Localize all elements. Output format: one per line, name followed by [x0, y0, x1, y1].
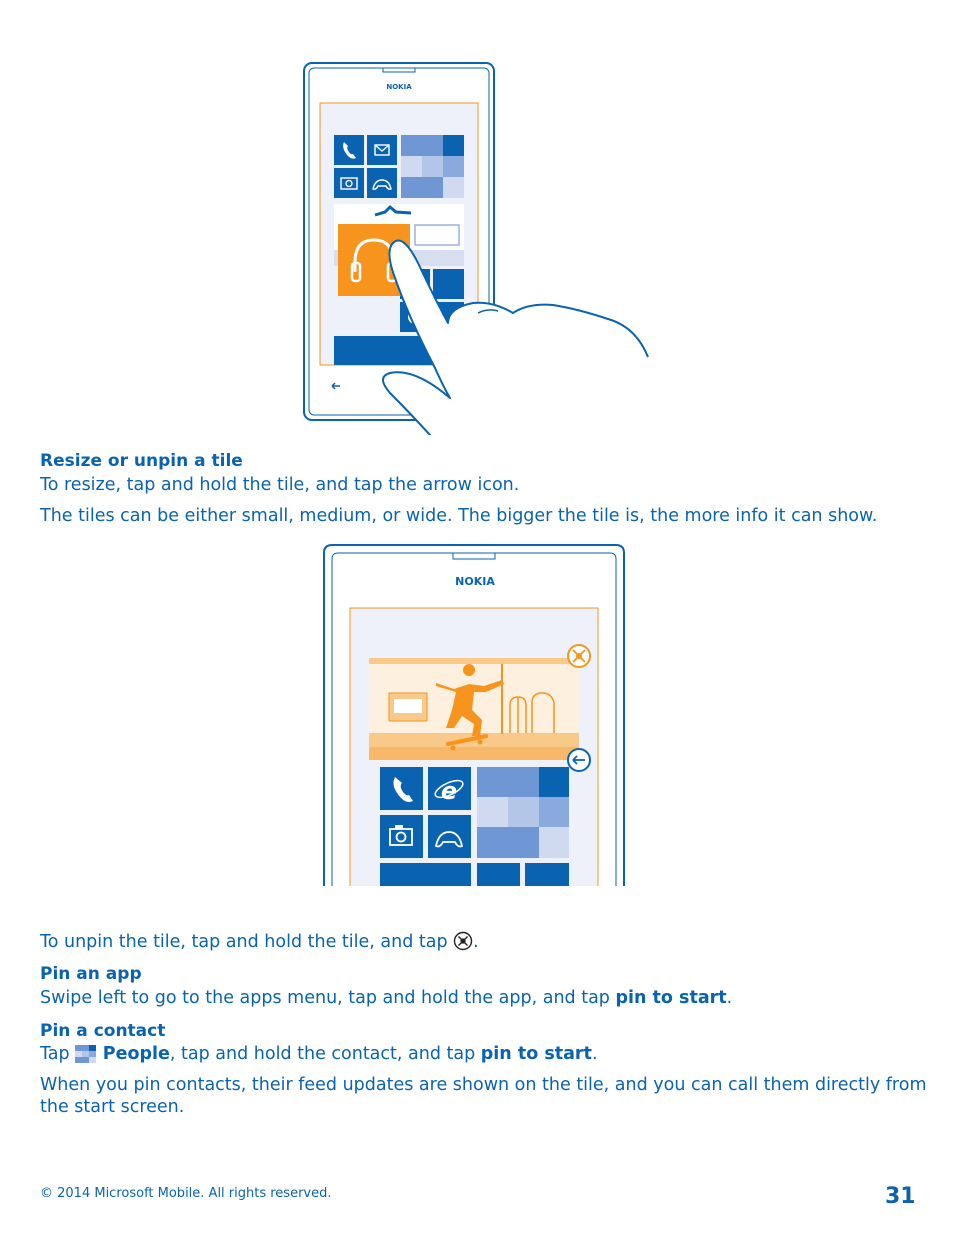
pin-contact-paragraph-1	[40, 1043, 598, 1065]
pin-app-text-end: .	[726, 988, 733, 1008]
unpin-text: To unpin the tile, tap and hold the tile, and tap	[40, 932, 448, 952]
tap-word: Tap	[40, 1044, 70, 1064]
pin-app-heading: Pin an app	[40, 964, 142, 984]
copyright: © 2014 Microsoft Mobile. All rights reserved.	[40, 1186, 332, 1201]
resize-heading: Resize or unpin a tile	[40, 451, 243, 471]
pin-contact-text-end: .	[591, 1044, 598, 1064]
people-label: People	[102, 1044, 170, 1064]
resize-paragraph-1: To resize, tap and hold the tile, and tap the arrow icon.	[40, 475, 520, 495]
resize-arrow-icon[interactable]	[568, 749, 590, 771]
unpin-paragraph	[40, 931, 479, 953]
phone-resize-illustration	[322, 543, 628, 888]
unpin-text-end: .	[473, 932, 479, 952]
unpin-icon-inline	[453, 931, 473, 951]
pin-contact-paragraph-2: When you pin contacts, their feed updates are shown on the tile, and you can call them directly from the start screen.	[40, 1075, 927, 1117]
page-number: 31	[885, 1184, 916, 1209]
pin-app-paragraph	[40, 987, 732, 1009]
phone-pin-illustration	[300, 60, 660, 435]
unpin-icon[interactable]	[568, 645, 590, 667]
nokia-logo: NOKIA	[455, 575, 495, 588]
resize-paragraph-2: The tiles can be either small, medium, or wide. The bigger the tile is, the more info it can show.	[40, 506, 878, 526]
nokia-logo-top: NOKIA	[386, 83, 412, 91]
pin-app-text: Swipe left to go to the apps menu, tap and hold the app, and tap	[40, 988, 610, 1008]
pin-to-start-label: pin to start	[615, 988, 727, 1008]
pin-contact-text: , tap and hold the contact, and tap	[169, 1044, 476, 1064]
pin-to-start-label: pin to start	[480, 1044, 592, 1064]
pin-contact-heading: Pin a contact	[40, 1021, 166, 1041]
svg-text:e: e	[440, 777, 458, 805]
people-icon	[75, 1045, 97, 1063]
